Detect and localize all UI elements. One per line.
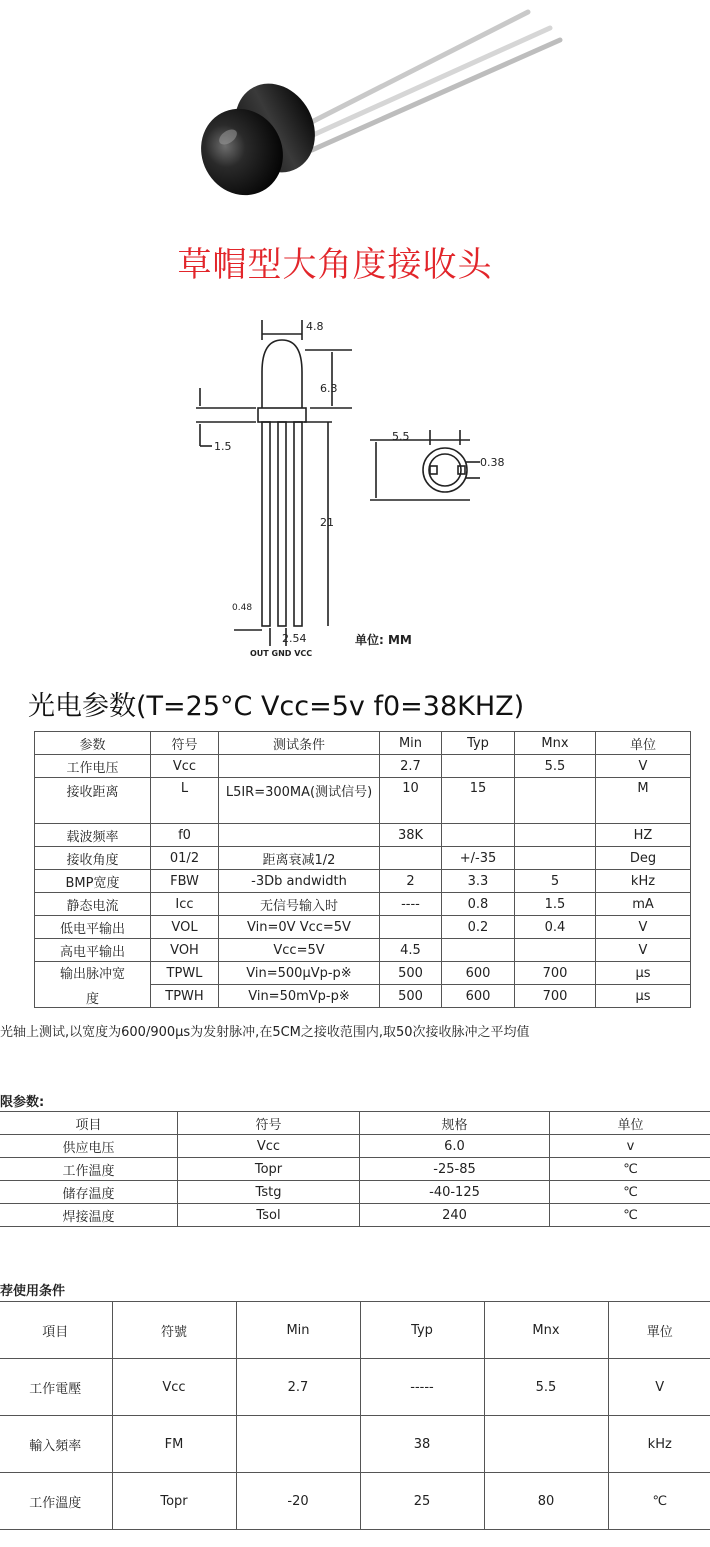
table-cell <box>442 755 515 778</box>
table-cell <box>515 939 596 962</box>
table-cell <box>515 778 596 824</box>
table-cell: ---- <box>380 893 442 916</box>
table-row <box>35 847 691 870</box>
table-cell: 700 <box>515 962 596 985</box>
table-cell: f0 <box>151 824 219 847</box>
table-cell: 高电平输出 <box>35 939 151 962</box>
table-cell: μs <box>596 962 691 985</box>
header-cell: Typ <box>442 732 515 755</box>
table-cell: FM <box>112 1416 236 1473</box>
table-cell: 輸入頻率 <box>0 1416 112 1473</box>
table-cell: V <box>608 1359 710 1416</box>
table-cell: 38K <box>380 824 442 847</box>
table-cell <box>515 824 596 847</box>
pin-labels: OUT GND VCC <box>250 649 313 658</box>
table-cell: -20 <box>236 1473 360 1530</box>
table-cell: 接收角度 <box>35 847 151 870</box>
table-cell: 5 <box>515 870 596 893</box>
table-cell: 15 <box>442 778 515 824</box>
table-row <box>0 1158 710 1181</box>
table-cell: ℃ <box>550 1204 710 1227</box>
table-cell: L <box>151 778 219 824</box>
table-row <box>35 916 691 939</box>
table-cell <box>219 755 380 778</box>
table-cell: V <box>596 939 691 962</box>
table-cell: BMP宽度 <box>35 870 151 893</box>
table-cell: 500 <box>380 985 442 1008</box>
dim-side-width: 5.5 <box>392 430 410 443</box>
table-cell: 6.0 <box>360 1135 550 1158</box>
table-cell: μs <box>596 985 691 1008</box>
table-cell: 0.8 <box>442 893 515 916</box>
table-cell: 低电平输出 <box>35 916 151 939</box>
table-cell: Icc <box>151 893 219 916</box>
table-cell: kHz <box>596 870 691 893</box>
table-cell: Vcc <box>151 755 219 778</box>
table-cell: -25-85 <box>360 1158 550 1181</box>
table-cell: 工作溫度 <box>0 1473 112 1530</box>
table-cell: -3Db andwidth <box>219 870 380 893</box>
table-cell: +/-35 <box>442 847 515 870</box>
table-cell: ----- <box>360 1359 484 1416</box>
table-cell: VOH <box>151 939 219 962</box>
component-leads <box>292 12 560 150</box>
table-row <box>0 1473 710 1530</box>
dim-flange: 1.5 <box>214 440 232 453</box>
table-cell: Topr <box>112 1473 236 1530</box>
table-cell: 焊接温度 <box>0 1204 178 1227</box>
dim-pitch: 2.54 <box>282 632 307 645</box>
table-cell: 01/2 <box>151 847 219 870</box>
table-header-row <box>0 1112 710 1135</box>
table-row <box>35 755 691 778</box>
table-cell: v <box>550 1135 710 1158</box>
table-cell <box>515 847 596 870</box>
table-cell: M <box>596 778 691 824</box>
table-cell: 2 <box>380 870 442 893</box>
pulse-label-line1: 输出脉冲宽 <box>59 966 125 982</box>
table-cell <box>484 1416 608 1473</box>
table-row <box>0 1181 710 1204</box>
dim-lead-length: 21 <box>320 516 334 529</box>
table-cell: 工作电压 <box>35 755 151 778</box>
table-cell: V <box>596 755 691 778</box>
optoelectronic-params-table <box>34 731 691 1008</box>
table-cell: 38 <box>360 1416 484 1473</box>
table-cell: 接收距离 <box>35 778 151 824</box>
table-cell: L5IR=300MA(测试信号) <box>219 778 380 824</box>
limit-params-table <box>0 1111 710 1227</box>
table-row <box>35 939 691 962</box>
table-cell: 0.2 <box>442 916 515 939</box>
header-cell: Mnx <box>484 1302 608 1359</box>
table-cell: 静态电流 <box>35 893 151 916</box>
header-cell: 参数 <box>35 732 151 755</box>
table-cell: kHz <box>608 1416 710 1473</box>
table-cell: 无信号输入时 <box>219 893 380 916</box>
table-cell: 0.4 <box>515 916 596 939</box>
table-row <box>0 1359 710 1416</box>
table-cell: 500 <box>380 962 442 985</box>
recommended-conditions-table <box>0 1301 710 1530</box>
table-cell: Vin=500μVp-p※ <box>219 962 380 985</box>
table-cell: 600 <box>442 962 515 985</box>
table-cell: Vcc <box>178 1135 360 1158</box>
table-cell: 载波频率 <box>35 824 151 847</box>
table-cell: 4.5 <box>380 939 442 962</box>
table-cell: 5.5 <box>515 755 596 778</box>
table-row <box>35 962 691 985</box>
table-cell: 700 <box>515 985 596 1008</box>
table-cell: Vcc=5V <box>219 939 380 962</box>
header-cell: 符號 <box>112 1302 236 1359</box>
table-cell: 3.3 <box>442 870 515 893</box>
table-cell <box>442 939 515 962</box>
table-row <box>35 824 691 847</box>
table-cell: Tstg <box>178 1181 360 1204</box>
dim-dome-height: 6.3 <box>320 382 338 395</box>
dim-side-thickness: 0.38 <box>480 456 505 469</box>
table-cell: 距离衰减1/2 <box>219 847 380 870</box>
table-cell: V <box>596 916 691 939</box>
table-cell: ℃ <box>550 1181 710 1204</box>
product-headline: 草帽型大角度接收头 <box>177 245 493 285</box>
table-row <box>0 1416 710 1473</box>
test-note: 光轴上测试,以宽度为600/900μs为发射脉冲,在5CM之接收范围内,取50次接收脉冲之平均值 <box>0 1025 530 1040</box>
pulse-label-line2: 度 <box>85 991 99 1007</box>
table-cell: Tsol <box>178 1204 360 1227</box>
table-header-row <box>0 1302 710 1359</box>
header-cell: 符号 <box>151 732 219 755</box>
header-cell: 单位 <box>596 732 691 755</box>
header-cell: Mnx <box>515 732 596 755</box>
table-cell: 240 <box>360 1204 550 1227</box>
table-row <box>35 778 691 824</box>
dim-lead-width: 0.48 <box>232 603 253 613</box>
table-cell: 工作電壓 <box>0 1359 112 1416</box>
section-title-optoelectronic: 光电参数(T=25°C Vcc=5v f0=38KHZ) <box>28 691 525 722</box>
dimension-drawing <box>170 300 570 670</box>
header-cell: 规格 <box>360 1112 550 1135</box>
table-row <box>35 893 691 916</box>
table-cell: 2.7 <box>380 755 442 778</box>
table-cell: 25 <box>360 1473 484 1530</box>
header-cell: Min <box>380 732 442 755</box>
table-cell <box>380 847 442 870</box>
table-cell <box>442 824 515 847</box>
table-cell: 2.7 <box>236 1359 360 1416</box>
table-row <box>0 1135 710 1158</box>
table-cell: 储存温度 <box>0 1181 178 1204</box>
header-cell: 項目 <box>0 1302 112 1359</box>
table-cell: ℃ <box>550 1158 710 1181</box>
table-row <box>0 1204 710 1227</box>
header-cell: 项目 <box>0 1112 178 1135</box>
table-cell: 工作温度 <box>0 1158 178 1181</box>
table-cell: FBW <box>151 870 219 893</box>
table-cell: 600 <box>442 985 515 1008</box>
section-title-recommended: 荐使用条件 <box>0 1284 66 1299</box>
table-cell: 80 <box>484 1473 608 1530</box>
dim-top-width: 4.8 <box>306 320 324 333</box>
product-photo <box>180 0 570 225</box>
table-cell: 供应电压 <box>0 1135 178 1158</box>
header-cell: 符号 <box>178 1112 360 1135</box>
table-cell: ℃ <box>608 1473 710 1530</box>
table-cell: Deg <box>596 847 691 870</box>
table-cell <box>219 824 380 847</box>
table-row <box>35 870 691 893</box>
table-cell: 1.5 <box>515 893 596 916</box>
table-cell: Topr <box>178 1158 360 1181</box>
section-title-limits: 限参数: <box>0 1095 45 1110</box>
header-cell: 测试条件 <box>219 732 380 755</box>
table-cell <box>380 916 442 939</box>
table-cell: TPWL <box>151 962 219 985</box>
table-cell <box>236 1416 360 1473</box>
header-cell: Typ <box>360 1302 484 1359</box>
table-cell: HZ <box>596 824 691 847</box>
pulse-width-label <box>35 962 151 1008</box>
table-cell: 10 <box>380 778 442 824</box>
table-cell: Vcc <box>112 1359 236 1416</box>
table-cell: TPWH <box>151 985 219 1008</box>
table-cell: 5.5 <box>484 1359 608 1416</box>
table-cell: Vin=0V Vcc=5V <box>219 916 380 939</box>
table-cell: VOL <box>151 916 219 939</box>
table-cell: mA <box>596 893 691 916</box>
table-header-row <box>35 732 691 755</box>
header-cell: 單位 <box>608 1302 710 1359</box>
table-cell: -40-125 <box>360 1181 550 1204</box>
table-cell: Vin=50mVp-p※ <box>219 985 380 1008</box>
header-cell: Min <box>236 1302 360 1359</box>
header-cell: 单位 <box>550 1112 710 1135</box>
unit-label: 单位: MM <box>355 633 412 647</box>
